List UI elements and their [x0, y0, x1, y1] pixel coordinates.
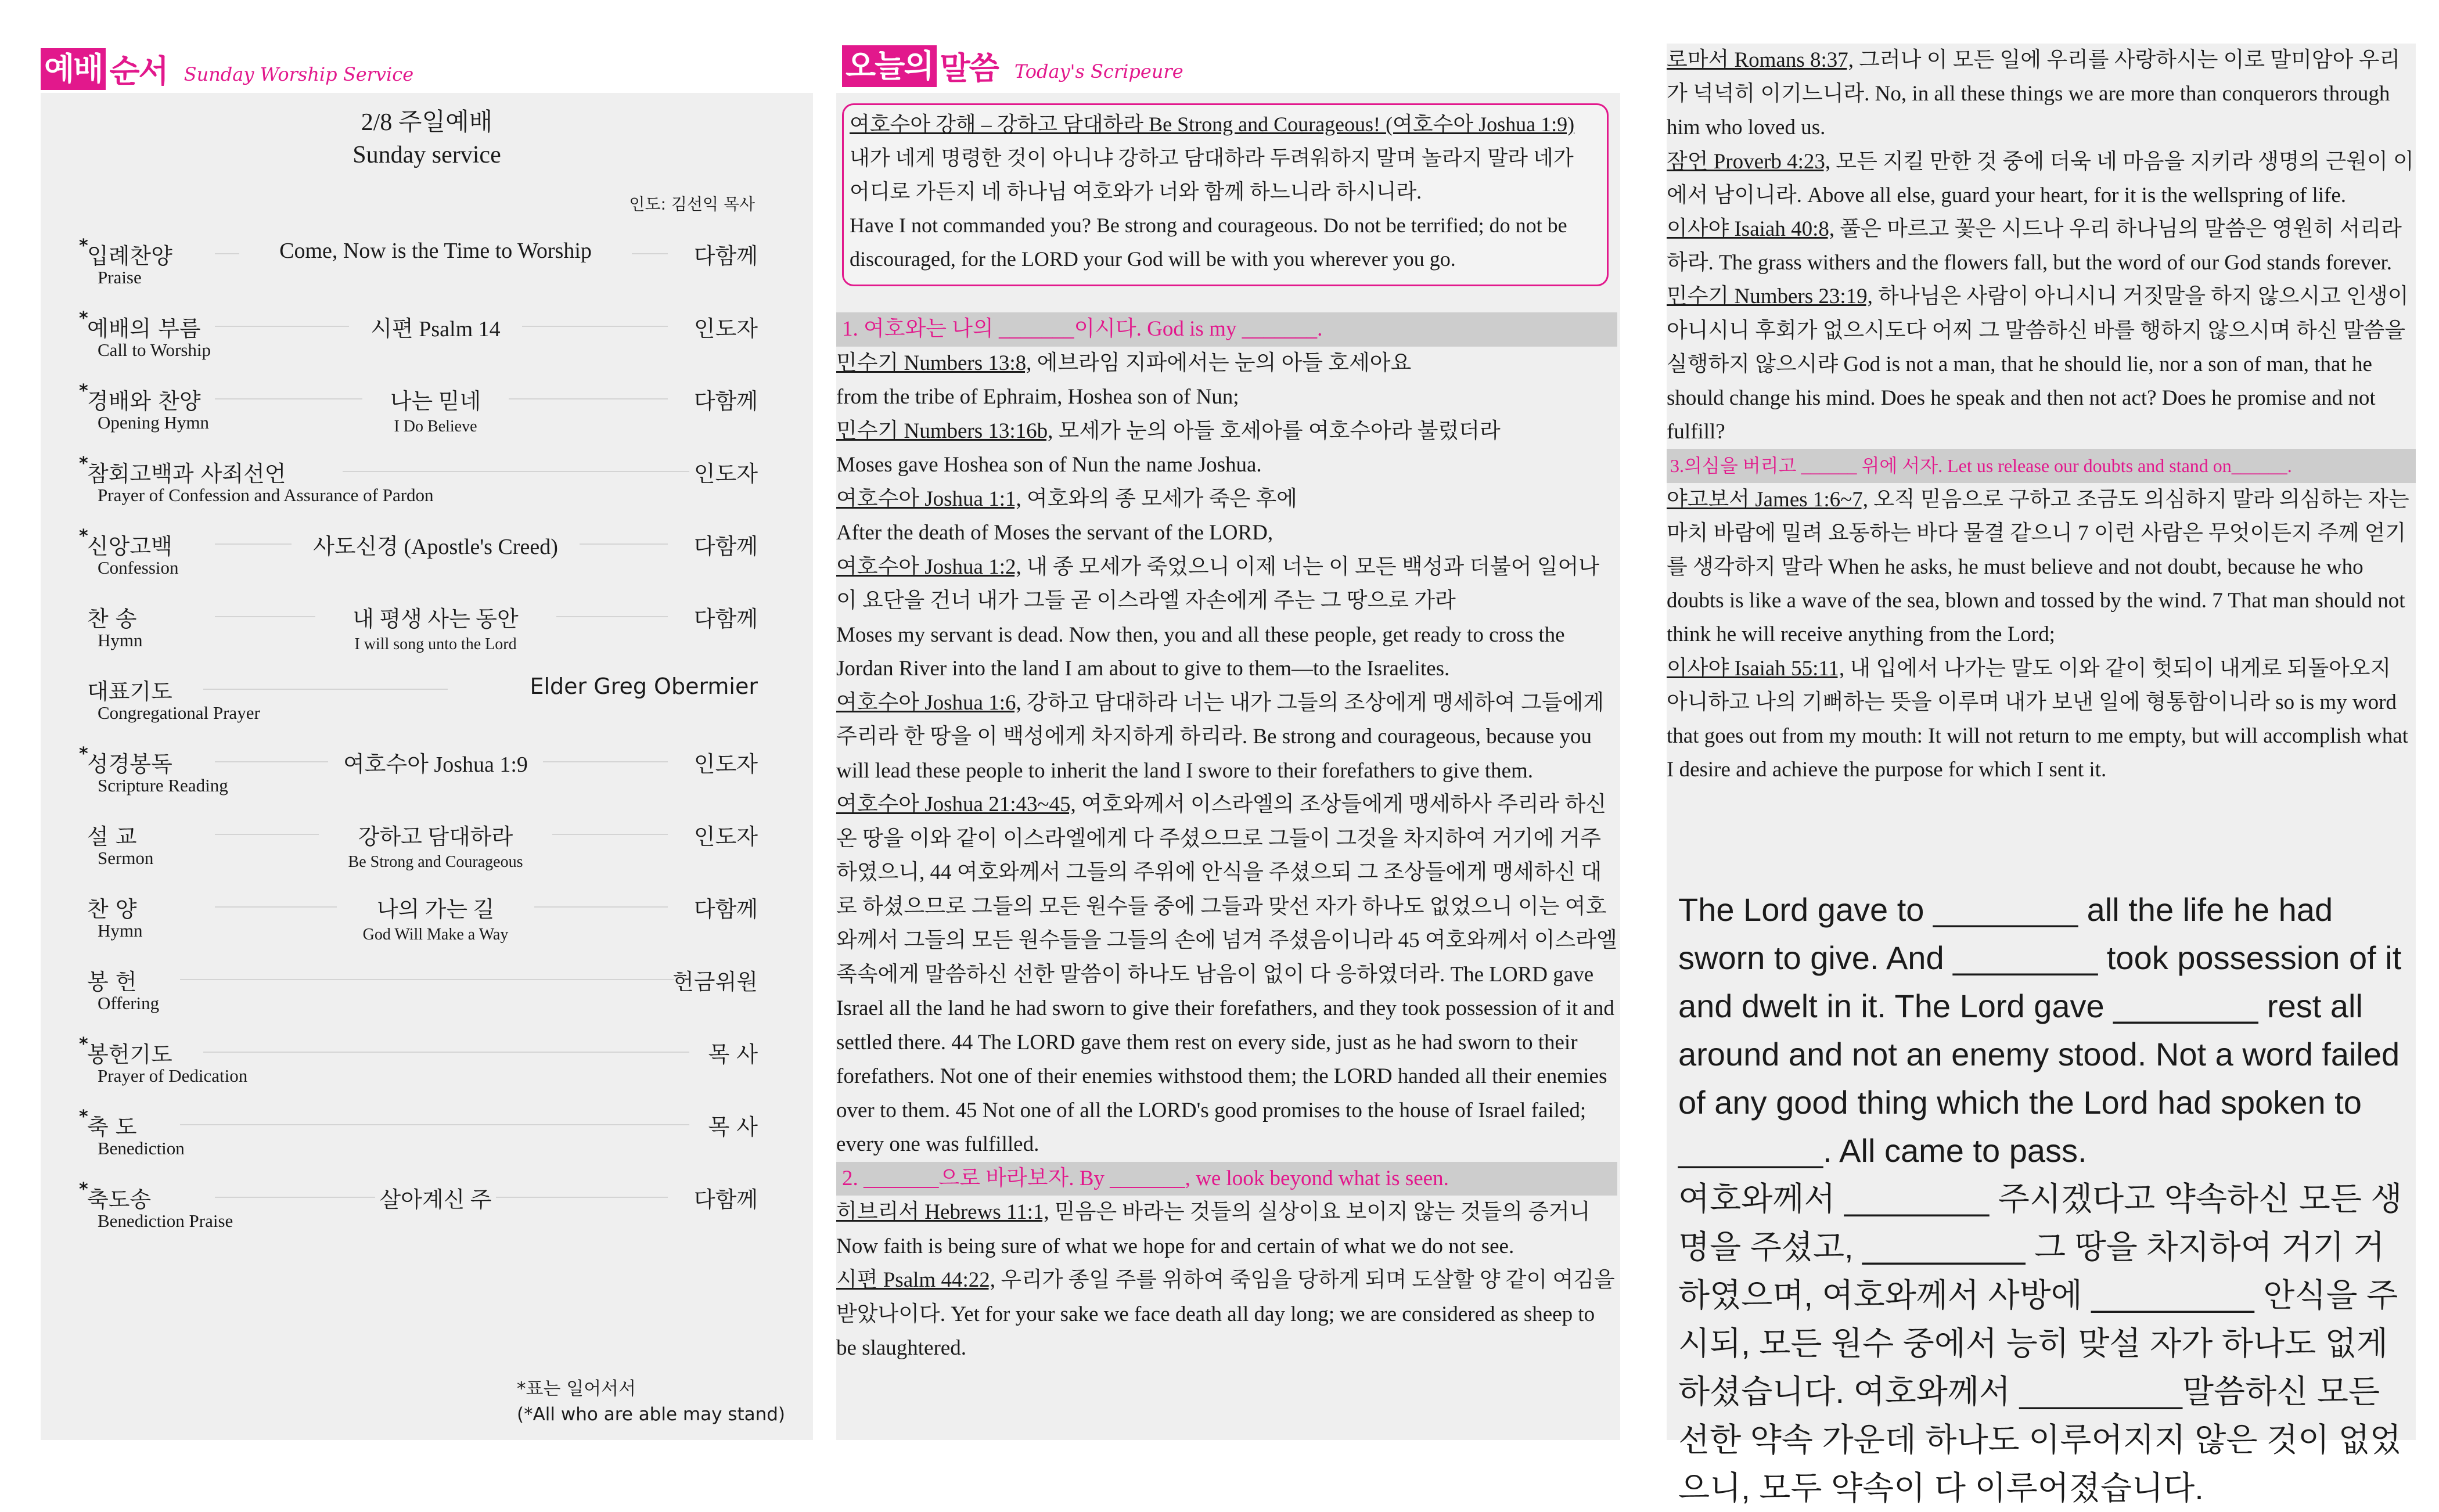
item-subtitle: I will song unto the Lord	[354, 635, 517, 653]
worship-title-box: 예배	[41, 48, 106, 90]
verse	[836, 686, 1617, 789]
worship-header	[41, 46, 413, 91]
verse-text: 에브라임 지파에서는 눈의 아들 호세아요	[1031, 351, 1412, 375]
order-of-worship-panel	[41, 93, 813, 1440]
scripture-title-2: 말씀	[940, 50, 998, 87]
leader-line	[180, 979, 674, 980]
sermon-point-3: 3.의심을 버리고 ______ 위에 서자. Let us release our doubts and stand on______.	[1667, 449, 2416, 483]
item-role: 인도자	[693, 824, 758, 849]
item-role: 인도자	[693, 751, 758, 777]
verse	[1667, 213, 2416, 280]
verse-ref: 여호수아 Joshua 1:2,	[836, 555, 1021, 579]
key-verse-ko: 내가 네게 명령한 것이 아니냐 강하고 담대하라 두려워하지 말며 놀라지 말라 네가 어디로 가든지 네 하나님 여호와가 너와 함께 하느니라 하시니라.	[850, 146, 1574, 203]
verse-ref: 민수기 Numbers 13:16b,	[836, 419, 1053, 443]
verse-text: After the death of Moses the servant of the LORD,	[836, 521, 1274, 545]
item-name-ko-text: 축도송	[87, 1187, 152, 1212]
verse	[1667, 483, 2416, 652]
item-role: 다함께	[693, 534, 758, 559]
scripture-continued-panel	[1667, 44, 2416, 1506]
item-role: 목 사	[708, 1114, 758, 1140]
item-name-en: Opening Hymn	[98, 412, 210, 433]
item-name-en: Benediction	[98, 1138, 185, 1158]
item-title-text: 강하고 담대하라	[358, 825, 513, 849]
item-name-ko	[79, 381, 201, 415]
fill-in-english: The Lord gave to ________ all the life he had sworn to give. And ________ took possession of it and dwelt in it. The Lord gave ________ rest all around and not an enemy stood. Not a word failed of any good thing which the Lord had spoken to ________. All came to pass.	[1678, 891, 2402, 1169]
standing-mark: *	[79, 526, 88, 546]
item-subtitle: Be Strong and Courageous	[348, 853, 523, 871]
item-role: 다함께	[693, 606, 758, 632]
item-name-ko-text: 신앙고백	[87, 534, 172, 559]
item-name-ko	[87, 891, 137, 923]
item-name-ko	[79, 308, 201, 343]
worship-item	[41, 453, 813, 520]
item-title-text: 내 평생 사는 동안	[352, 607, 519, 632]
item-title-text: Come, Now is the Time to Worship	[279, 239, 592, 263]
worship-item	[41, 528, 813, 592]
item-role: 다함께	[693, 388, 758, 414]
verse	[1667, 44, 2416, 145]
standing-mark: *	[79, 236, 88, 256]
leader-line	[556, 616, 668, 617]
verse	[836, 788, 1617, 1162]
verse-text: 믿음은 바라는 것들의 실상이요 보이지 않는 것들의 증거니 Now faith is being sure of what we hope for and certain of what we do not see.	[836, 1200, 1591, 1258]
leader-line	[509, 398, 668, 399]
standing-note-en: (*All who are able may stand)	[517, 1404, 786, 1425]
verse-text: from the tribe of Ephraim, Hoshea son of Nun;	[836, 385, 1239, 409]
item-name-ko	[79, 453, 286, 488]
standing-mark: *	[79, 308, 88, 329]
item-name-ko-text: 대표기도	[87, 679, 172, 704]
item-name-en: Confession	[98, 557, 179, 578]
item-role: 다함께	[693, 897, 758, 922]
standing-mark: *	[79, 1107, 88, 1127]
item-name-ko-text: 찬 송	[87, 606, 137, 632]
leader-line	[543, 761, 668, 762]
item-name-ko	[79, 1179, 152, 1214]
verse	[836, 1263, 1617, 1366]
verse-ref: 시편 Psalm 44:22,	[836, 1268, 995, 1292]
verse-ref: 로마서 Romans 8:37,	[1667, 48, 1854, 72]
item-name-ko	[79, 526, 172, 560]
verse-ref: 이사야 Isaiah 55:11,	[1667, 656, 1845, 681]
verse	[836, 483, 1617, 517]
verse	[1667, 145, 2416, 213]
item-title	[261, 238, 610, 264]
worship-item	[41, 383, 813, 447]
item-name-en: Hymn	[98, 920, 143, 941]
verse-text: 여호와께서 이스라엘의 조상들에게 맹세하사 주리라 하신 온 땅을 이와 같이 이스라엘에게 다 주셨으므로 그들이 그것을 차지하여 거기에 거주하였으니, 44 여호와께서 그들의 주위에 안식을 주셨으되 그 조상들에게 맹세하신 대로 하셨으므로 그들의 모든 원수들 중에 그들과 맞선 자가 하나도 없었으니 이는 여호와께서 그들의 모든 원수들을 그들의 손에 넘겨 주셨음이니라 45 여호와께서 이스라엘 족속에게 말씀하신 선한 말씀이 하나도 남음이 없이 다 응하였더라. The LORD gave Israel all the land he had sworn to give their forefathers, and they took possession of it and settled there. 44 The LORD gave them rest on every side, just as he had sworn to their forefathers. Not one of their enemies withstood them; the LORD handed all their enemies over to them. 45 Not one of all the LORD's good promises to the house of Israel failed; every one was fulfilled.	[836, 793, 1617, 1156]
item-name-ko-text: 봉헌기도	[87, 1042, 172, 1067]
item-role: 인도자	[693, 316, 758, 341]
item-name-ko	[87, 674, 172, 705]
item-name-en: Call to Worship	[98, 340, 211, 360]
leader-line	[180, 1124, 689, 1125]
standing-note	[517, 1376, 785, 1427]
worship-item	[41, 964, 813, 1028]
item-name-ko	[87, 601, 137, 633]
item-name-ko	[79, 744, 172, 778]
scripture-header	[842, 44, 1183, 88]
item-name-en: Scripture Reading	[98, 775, 228, 795]
worship-item	[41, 601, 813, 665]
scripture-body-continued	[1667, 44, 2416, 787]
leader-line	[203, 1052, 689, 1053]
verse	[1667, 652, 2416, 787]
service-leader: 인도: 김선익 목사	[629, 195, 755, 214]
verse-ref: 여호수아 Joshua 21:43~45,	[836, 793, 1076, 816]
item-title-text: 여호수아 Joshua 1:9	[343, 753, 528, 777]
standing-mark: *	[79, 1179, 88, 1200]
leader-line	[496, 1197, 668, 1198]
verse-text: 여호와의 종 모세가 죽은 후에	[1021, 487, 1297, 511]
worship-item	[41, 1109, 813, 1173]
item-name-en: Congregational Prayer	[98, 703, 260, 723]
item-title-text: 나는 믿네	[390, 390, 481, 414]
leader-line	[343, 471, 689, 472]
item-role: 헌금위원	[672, 969, 758, 995]
fill-in-korean: 여호와께서 ________ 주시겠다고 약속하신 모든 생명을 주셨고, _________ 그 땅을 차지하여 거기 거하였으며, 여호와께서 사방에 _________ 안식을 주시되, 모든 원수 중에서 능히 맞설 자가 하나도 없게 하셨습니다. 여호와께서 _________말씀하신 모든 선한 약속 가운데 하나도 이루어지지 않은 것이 없었으니, 모두 약속이 다 이루어졌습니다.	[1678, 1180, 2402, 1506]
worship-item	[41, 308, 813, 375]
verse-ref: 이사야 Isaiah 40:8,	[1667, 217, 1835, 242]
standing-mark: *	[79, 381, 88, 401]
leader-line	[552, 834, 668, 835]
worship-item	[41, 1036, 813, 1100]
item-name-ko	[87, 964, 137, 996]
worship-title-2: 순서	[109, 53, 168, 89]
item-name-ko-text: 봉 헌	[87, 969, 137, 995]
verse-text: 하나님은 사람이 아니시니 거짓말을 하지 않으시고 인생이 아니시니 후회가 없으시도다 어찌 그 말씀하신 바를 행하지 않으시며 하신 말씀을 실행하지 않으시랴 God is not a man, that he should lie, nor a son of man, that he should change his mind. Does he speak and then not act? Does he promise and not fulfill?	[1667, 285, 2409, 444]
scripture-title-box: 오늘의	[842, 45, 937, 87]
verse	[1667, 280, 2416, 449]
key-verse-ref: 여호수아 강해 – 강하고 담대하라 Be Strong and Courageous! (여호수아 Joshua 1:9)	[850, 113, 1575, 136]
item-name-ko	[79, 1034, 172, 1068]
item-title	[261, 891, 610, 944]
item-role: 다함께	[693, 243, 758, 269]
standing-note-ko: *표는 일어서서	[517, 1378, 636, 1399]
item-name-en: Hymn	[98, 630, 143, 650]
leader-line	[534, 906, 668, 908]
verse-ref: 여호수아 Joshua 1:1,	[836, 487, 1021, 511]
item-role: 인도자	[693, 461, 758, 487]
worship-item	[41, 746, 813, 810]
scripture-body	[836, 312, 1617, 1366]
item-role: 다함께	[693, 1187, 758, 1212]
standing-mark: *	[79, 1034, 88, 1054]
leader-line	[215, 253, 239, 254]
verse-text: 우리가 종일 주를 위하여 죽임을 당하게 되며 도살할 양 같이 여김을 받았나이다. Yet for your sake we face death all day long; we are considered as sheep to be slaughtered.	[836, 1268, 1615, 1360]
worship-item	[41, 1179, 813, 1245]
item-title-text: 사도신경 (Apostle's Creed)	[313, 535, 558, 559]
item-name-ko-text: 참회고백과 사죄선언	[87, 461, 286, 487]
leader-line	[632, 253, 668, 254]
item-name-en: Benediction Praise	[98, 1211, 233, 1231]
verse	[836, 1196, 1617, 1263]
verse-text: 모세가 눈의 아들 호세아를 여호수아라 불렀더라	[1053, 419, 1501, 443]
worship-item	[41, 674, 813, 737]
item-title	[261, 819, 610, 872]
verse-text: Moses gave Hoshea son of Nun the name Joshua.	[836, 453, 1262, 477]
service-name: Sunday service	[352, 142, 501, 168]
sermon-point-1: 1. 여호와는 나의 _______이시다. God is my _______.	[836, 312, 1617, 347]
item-name-ko	[79, 1107, 137, 1141]
item-subtitle: I Do Believe	[394, 417, 477, 435]
item-name-ko-text: 경배와 찬양	[87, 388, 201, 414]
verse-text: 내 종 모세가 죽었으니 이제 너는 이 모든 백성과 더불어 일어나 이 요단을 건너 내가 그들 곧 이스라엘 자손에게 주는 그 땅으로 가라	[836, 555, 1600, 613]
item-role: Elder Greg Obermier	[530, 674, 758, 699]
leader-line	[522, 326, 668, 327]
item-name-ko	[79, 236, 172, 270]
key-verse-en: Have I not commanded you? Be strong and courageous. Do not be terrified; do not be discouraged, for the LORD your God will be with you wherever you go.	[850, 214, 1567, 271]
verse-ref: 히브리서 Hebrews 11:1,	[836, 1200, 1049, 1224]
verse-ref: 여호수아 Joshua 1:6,	[836, 690, 1021, 715]
verse-text: 그러나 이 모든 일에 우리를 사랑하시는 이로 말미암아 우리가 넉넉히 이기느니라. No, in all these things we are more than conquerors through him who loved us.	[1667, 48, 2401, 140]
item-name-ko-text: 찬 양	[87, 897, 137, 922]
verse-ref: 잠언 Proverb 4:23,	[1667, 149, 1831, 174]
item-title	[261, 601, 610, 654]
item-name-en: Offering	[98, 993, 160, 1013]
worship-item	[41, 238, 813, 302]
worship-title-en: Sunday Worship Service	[184, 63, 414, 85]
service-date: 2/8 주일예배	[361, 109, 493, 136]
verse-text: 풀은 마르고 꽃은 시드나 우리 하나님의 말씀은 영원히 서리라 하라. The grass withers and the flowers fall, but the word of our God stands forever.	[1667, 217, 2402, 275]
item-title-text: 나의 가는 길	[376, 898, 495, 922]
item-name-en: Praise	[98, 267, 142, 287]
verse-text: 내 입에서 나가는 말도 이와 같이 헛되이 내게로 되돌아오지 아니하고 나의 기뻐하는 뜻을 이루며 내가 보낸 일에 형통함이니라 so is my word that goes out from my mouth: It will not return to me empty, but will accomplish what I desire and achieve the purpose for which I sent it.	[1667, 656, 2408, 782]
verse-text: 오직 믿음으로 구하고 조금도 의심하지 말라 의심하는 자는 마치 바람에 밀려 요동하는 바다 물결 같으니 7 이런 사람은 무엇이든지 주께 얻기를 생각하지 말라 When he asks, he must believe and not doubt, because he who doubts is like a wave of the sea, blown and tossed by the wind. 7 That man should not think he will receive anything from the Lord;	[1667, 487, 2409, 647]
item-title-text: 시편 Psalm 14	[370, 317, 501, 341]
scripture-title-en: Today's Scripeure	[1014, 60, 1183, 82]
verse-ref: 민수기 Numbers 23:19,	[1667, 285, 1873, 309]
item-title-text: 살아계신 주	[379, 1188, 492, 1212]
worship-item	[41, 891, 813, 955]
sermon-point-2: 2. _______으로 바라보자. By _______, we look beyond what is seen.	[836, 1162, 1617, 1196]
item-name-ko-text: 축 도	[87, 1114, 137, 1140]
verse-ref: 민수기 Numbers 13:8,	[836, 351, 1032, 375]
verse-text: Moses my servant is dead. Now then, you and all these people, get ready to cross the Jordan River into the land I am about to give to them—to the Israelites.	[836, 622, 1565, 681]
fill-in-blank-section	[1678, 885, 2416, 1512]
verse-text: 강하고 담대하라 너는 내가 그들의 조상에게 맹세하여 그들에게 주리라 한 땅을 이 백성에게 차지하게 하리라. Be strong and courageous, because you will lead these people to inherit the land I swore to their forefathers to give them.	[836, 690, 1605, 783]
standing-mark: *	[79, 453, 88, 474]
item-name-ko	[87, 819, 137, 851]
verse	[836, 550, 1617, 618]
verse-ref: 야고보서 James 1:6~7,	[1667, 487, 1868, 512]
item-name-ko-text: 설 교	[87, 824, 137, 849]
item-title	[261, 383, 610, 436]
leader-line	[203, 689, 448, 690]
item-name-en: Prayer of Confession and Assurance of Pardon	[98, 485, 434, 505]
standing-mark: *	[79, 744, 88, 764]
verse	[836, 415, 1617, 449]
key-verse-box	[842, 103, 1609, 286]
verse-text: 모든 지킬 만한 것 중에 더욱 네 마음을 지키라 생명의 근원이 이에서 남이니라. Above all else, guard your heart, for it is the wellspring of life.	[1667, 149, 2414, 207]
worship-item	[41, 819, 813, 883]
verse	[836, 347, 1617, 381]
item-title	[261, 528, 610, 560]
item-role: 목 사	[708, 1042, 758, 1067]
item-name-ko-text: 입례찬양	[87, 243, 172, 269]
item-name-ko-text: 예배의 부름	[87, 316, 201, 341]
item-name-en: Prayer of Dedication	[98, 1065, 248, 1086]
scripture-panel	[836, 93, 1620, 1440]
item-subtitle: God Will Make a Way	[362, 926, 509, 944]
leader-line	[580, 543, 668, 545]
item-name-ko-text: 성경봉독	[87, 751, 172, 777]
item-name-en: Sermon	[98, 848, 154, 868]
